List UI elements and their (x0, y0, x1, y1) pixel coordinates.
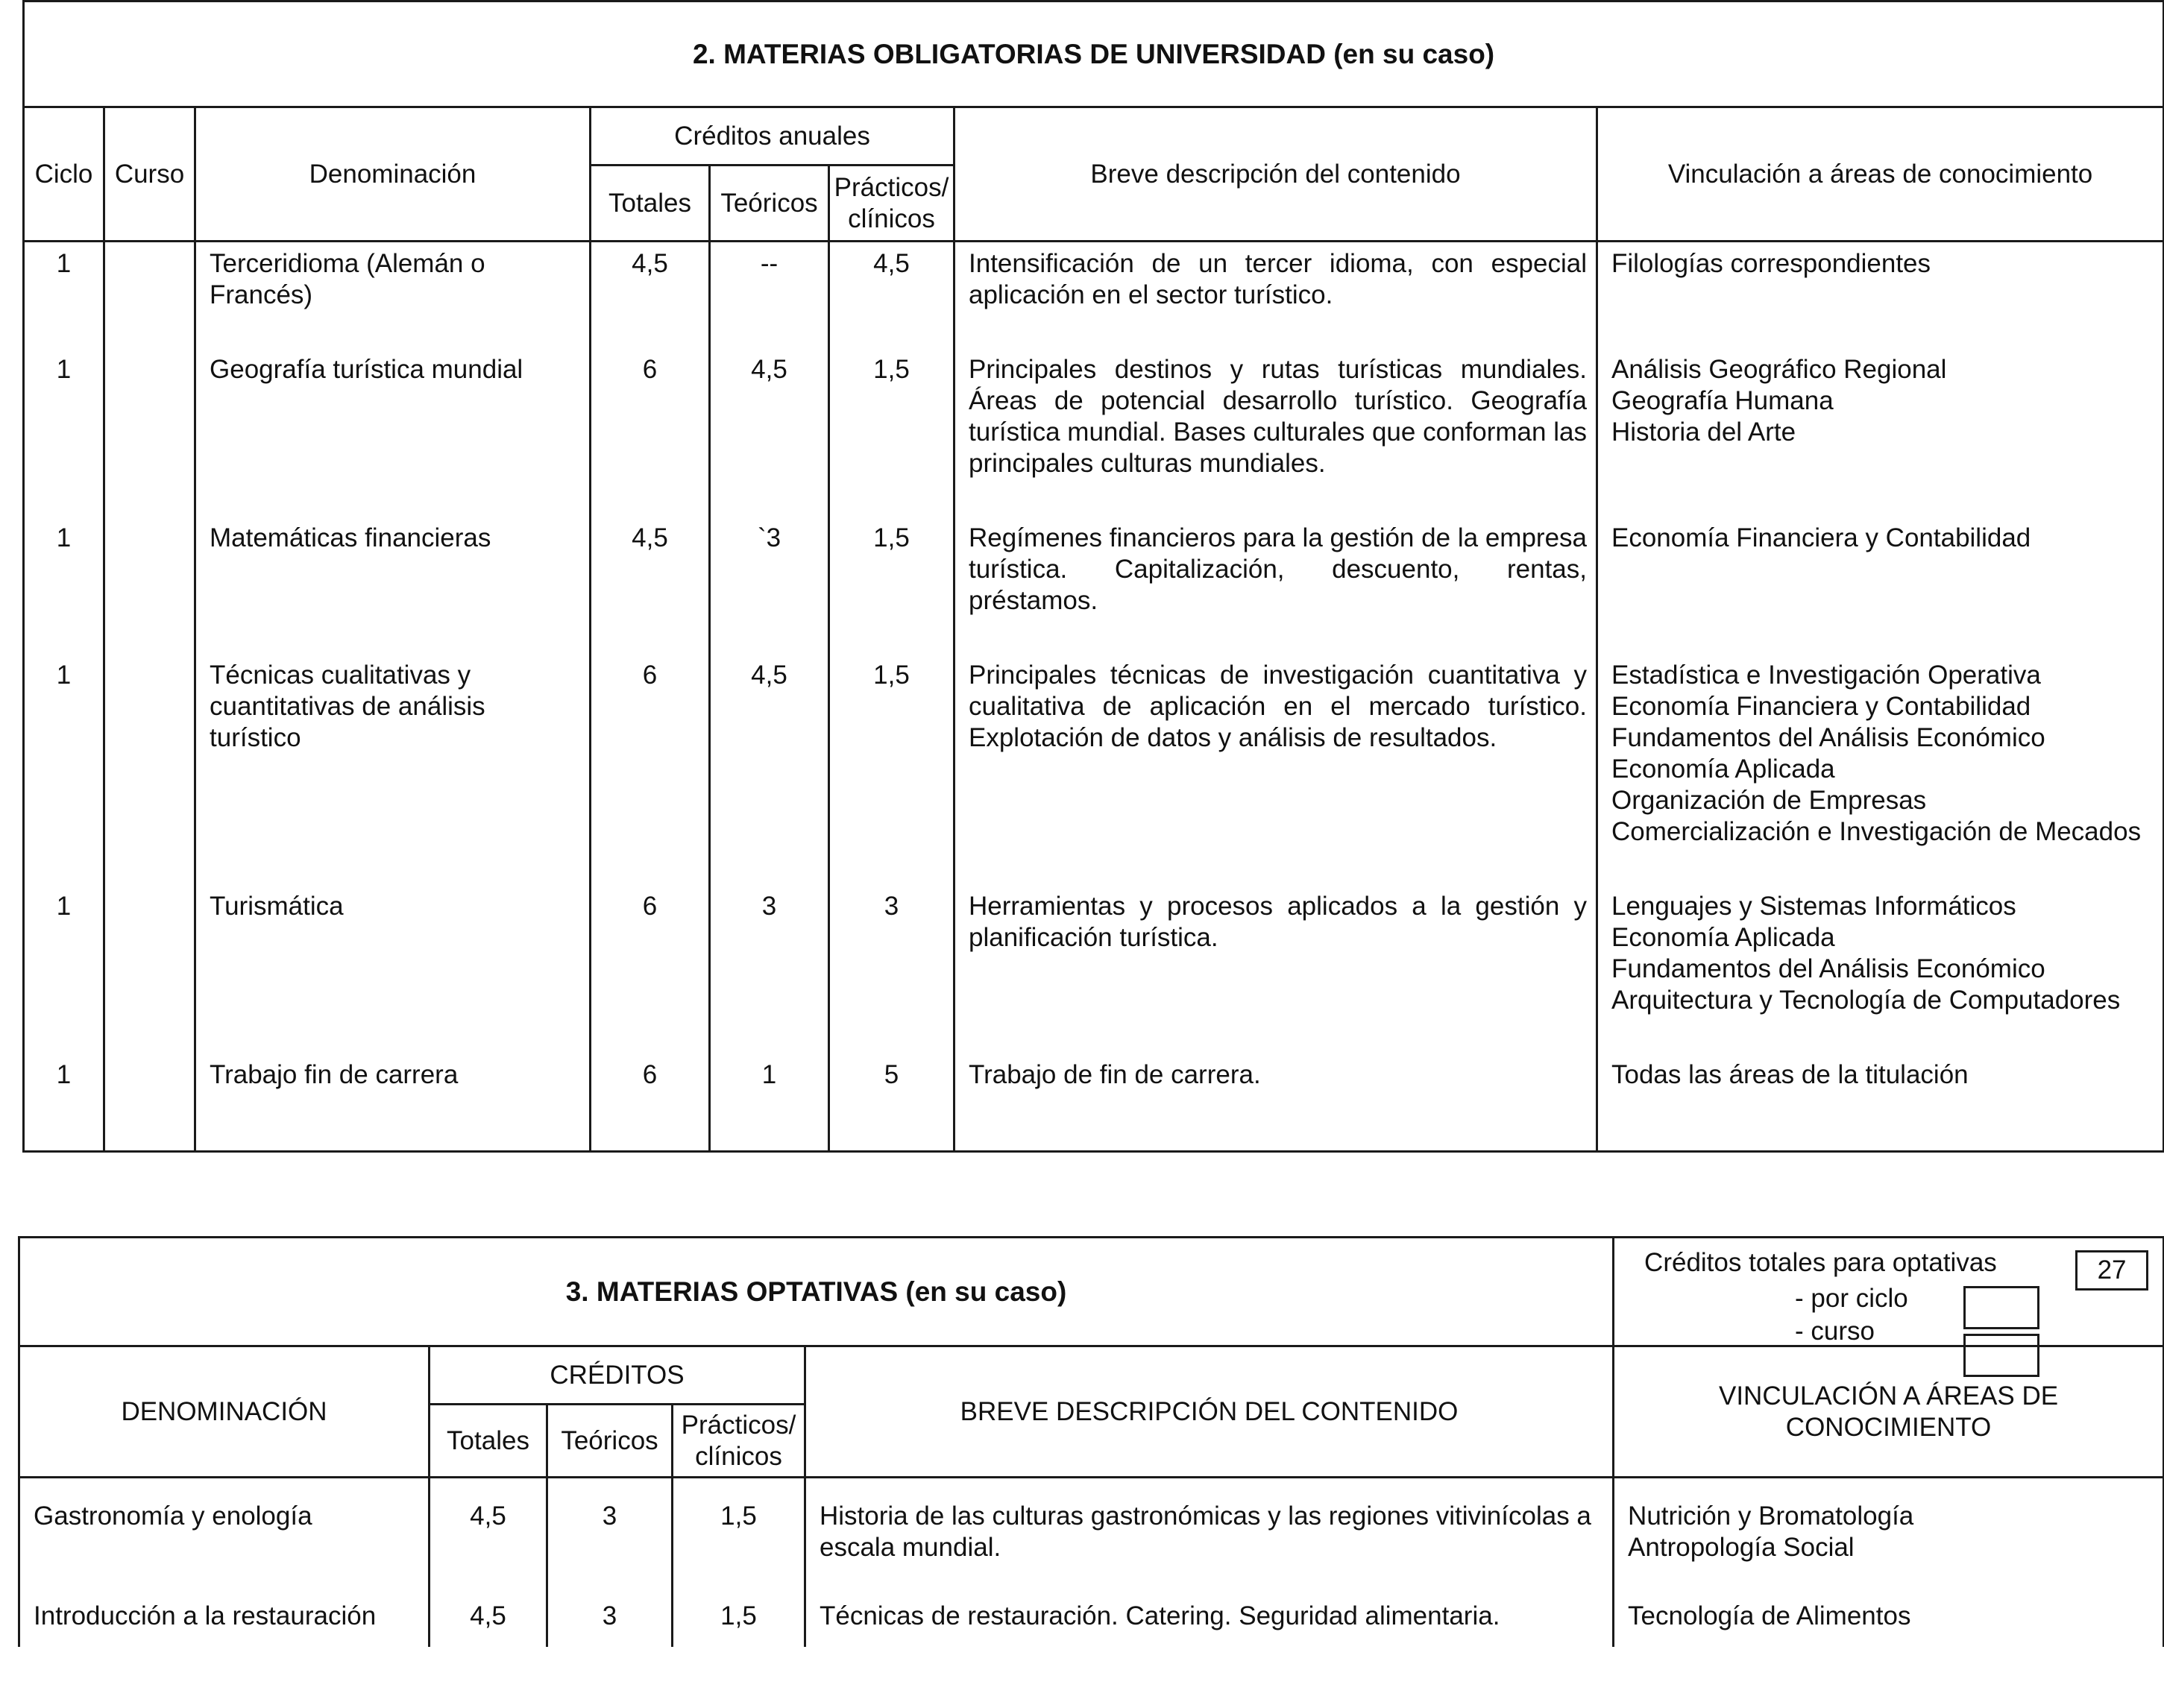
practicos-cell: 3 (829, 885, 954, 1053)
vinculacion-cell (1597, 1053, 2164, 1152)
area-item: Fundamentos del Análisis Económico (1611, 723, 2045, 752)
section3-title: 3. MATERIAS OPTATIVAS (en su caso) (19, 1238, 1614, 1346)
table-row (24, 1053, 2164, 1152)
practicos-cell: 5 (829, 1053, 954, 1152)
table-row (24, 885, 2164, 1053)
header-creditos-anuales: Créditos anuales (591, 107, 954, 166)
por-ciclo-label: - por ciclo (1795, 1284, 1908, 1313)
opt-denominacion-cell: Introducción a la restauración (19, 1578, 430, 1647)
table-row (24, 348, 2164, 517)
opt-descripcion-cell: Técnicas de restauración. Catering. Seguridad alimentaria. (805, 1578, 1614, 1647)
table-row (24, 242, 2164, 349)
area-item: Fundamentos del Análisis Económico (1611, 954, 2045, 983)
area-item: Arquitectura y Tecnología de Computadores (1611, 986, 2121, 1015)
curso-cell (104, 517, 195, 654)
opt-header-practicos: Prácticos/ clínicos (673, 1405, 805, 1478)
vinculacion-cell (1597, 517, 2164, 654)
curso-cell (104, 885, 195, 1053)
denominacion-cell: Matemáticas financieras (195, 517, 591, 654)
practicos-cell: 1,5 (829, 517, 954, 654)
opt-descripcion-cell: Historia de las culturas gastronómicas y las regiones vitivinícolas a escala mundial. (805, 1478, 1614, 1579)
teoricos-cell: `3 (710, 517, 829, 654)
ciclo-cell: 1 (24, 242, 104, 349)
denominacion-cell: Técnicas cualitativas y cuantitativas de análisis turístico (195, 654, 591, 885)
header-descripcion: Breve descripción del contenido (954, 107, 1597, 242)
denominacion-cell: Terceridioma (Alemán o Francés) (195, 242, 591, 349)
area-item: Economía Aplicada (1611, 923, 1835, 952)
opt-header-descripcion: BREVE DESCRIPCIÓN DEL CONTENIDO (805, 1346, 1614, 1478)
descripcion-cell: Herramientas y procesos aplicados a la gestión y planificación turística. (954, 885, 1597, 1053)
opt-header-totales: Totales (430, 1405, 547, 1478)
area-item: Geografía Humana (1611, 386, 1834, 415)
area-item: Economía Financiera y Contabilidad (1611, 523, 2031, 552)
descripcion-cell: Principales técnicas de investigación cuantitativa y cualitativa de aplicación en el mercado turístico. Explotación de datos y análisis de resultados. (954, 654, 1597, 885)
totales-cell: 6 (591, 885, 710, 1053)
totales-cell: 4,5 (591, 242, 710, 349)
header-ciclo: Ciclo (24, 107, 104, 242)
header-practicos: Prácticos/ clínicos (829, 166, 954, 242)
curso-cell (104, 348, 195, 517)
header-totales: Totales (591, 166, 710, 242)
descripcion-cell: Trabajo de fin de carrera. (954, 1053, 1597, 1152)
teoricos-cell: 4,5 (710, 348, 829, 517)
curso-cell (104, 1053, 195, 1152)
vinculacion-cell (1597, 242, 2164, 349)
area-item: Filologías correspondientes (1611, 249, 1931, 278)
ciclo-cell: 1 (24, 1053, 104, 1152)
ciclo-cell: 1 (24, 885, 104, 1053)
opt-teoricos-cell: 3 (547, 1578, 673, 1647)
area-item: Historia del Arte (1611, 417, 1796, 447)
opt-practicos-cell: 1,5 (673, 1578, 805, 1647)
header-denominacion: Denominación (195, 107, 591, 242)
opt-teoricos-cell: 3 (547, 1478, 673, 1579)
obligatorias-table (22, 0, 2164, 1153)
practicos-cell: 1,5 (829, 654, 954, 885)
teoricos-cell: 1 (710, 1053, 829, 1152)
opt-totales-cell: 4,5 (430, 1478, 547, 1579)
teoricos-cell: 4,5 (710, 654, 829, 885)
area-item: Economía Aplicada (1611, 754, 1835, 784)
denominacion-cell: Turismática (195, 885, 591, 1053)
area-item: Economía Financiera y Contabilidad (1611, 692, 2031, 721)
area-item: Antropología Social (1628, 1533, 1855, 1562)
opt-denominacion-cell: Gastronomía y enología (19, 1478, 430, 1579)
vinculacion-cell (1597, 654, 2164, 885)
por-ciclo-input[interactable] (1963, 1286, 2039, 1329)
totales-cell: 6 (591, 348, 710, 517)
opt-vinculacion-cell (1614, 1578, 2164, 1647)
opt-header-denominacion: DENOMINACIÓN (19, 1346, 430, 1478)
area-item: Análisis Geográfico Regional (1611, 355, 1947, 384)
table-row (24, 517, 2164, 654)
table-row (19, 1578, 2164, 1647)
totales-cell: 6 (591, 654, 710, 885)
curso-input[interactable] (1963, 1334, 2039, 1377)
curso-cell (104, 242, 195, 349)
creditos-optativas-value: 27 (2075, 1250, 2148, 1291)
opt-header-teoricos: Teóricos (547, 1405, 673, 1478)
area-item: Tecnología de Alimentos (1628, 1601, 1911, 1630)
creditos-optativas-label: Créditos totales para optativas (1644, 1248, 1997, 1277)
opt-header-vinculacion: VINCULACIÓN A ÁREAS DE CONOCIMIENTO (1614, 1346, 2164, 1478)
area-item: Estadística e Investigación Operativa (1611, 661, 2041, 690)
ciclo-cell: 1 (24, 348, 104, 517)
ciclo-cell: 1 (24, 517, 104, 654)
ciclo-cell: 1 (24, 654, 104, 885)
vinculacion-cell (1597, 348, 2164, 517)
curso-label: - curso (1795, 1317, 1875, 1346)
teoricos-cell: 3 (710, 885, 829, 1053)
practicos-cell: 4,5 (829, 242, 954, 349)
opt-header-creditos: CRÉDITOS (430, 1346, 805, 1405)
area-item: Nutrición y Bromatología (1628, 1501, 1914, 1531)
descripcion-cell: Intensificación de un tercer idioma, con especial aplicación en el sector turístico. (954, 242, 1597, 349)
opt-totales-cell: 4,5 (430, 1578, 547, 1647)
denominacion-cell: Geografía turística mundial (195, 348, 591, 517)
denominacion-cell: Trabajo fin de carrera (195, 1053, 591, 1152)
descripcion-cell: Principales destinos y rutas turísticas mundiales. Áreas de potencial desarrollo turístico. Geografía turística mundial. Bases culturales que conforman las principales culturas mundiales. (954, 348, 1597, 517)
vinculacion-cell (1597, 885, 2164, 1053)
table-row (19, 1478, 2164, 1579)
curso-cell (104, 654, 195, 885)
optativas-table (18, 1236, 2164, 1647)
totales-cell: 6 (591, 1053, 710, 1152)
area-item: Organización de Empresas (1611, 786, 1927, 815)
area-item: Todas las áreas de la titulación (1611, 1060, 1969, 1089)
area-item: Lenguajes y Sistemas Informáticos (1611, 892, 2016, 921)
section2-title: 2. MATERIAS OBLIGATORIAS DE UNIVERSIDAD (en su caso) (24, 1, 2164, 107)
teoricos-cell: -- (710, 242, 829, 349)
practicos-cell: 1,5 (829, 348, 954, 517)
creditos-optativas-box (1614, 1238, 2164, 1346)
header-curso: Curso (104, 107, 195, 242)
header-vinculacion: Vinculación a áreas de conocimiento (1597, 107, 2164, 242)
area-item: Comercialización e Investigación de Mecados (1611, 817, 2142, 846)
table-row (24, 654, 2164, 885)
header-teoricos: Teóricos (710, 166, 829, 242)
opt-practicos-cell: 1,5 (673, 1478, 805, 1579)
totales-cell: 4,5 (591, 517, 710, 654)
descripcion-cell: Regímenes financieros para la gestión de la empresa turística. Capitalización, descuento, rentas, préstamos. (954, 517, 1597, 654)
opt-vinculacion-cell (1614, 1478, 2164, 1579)
